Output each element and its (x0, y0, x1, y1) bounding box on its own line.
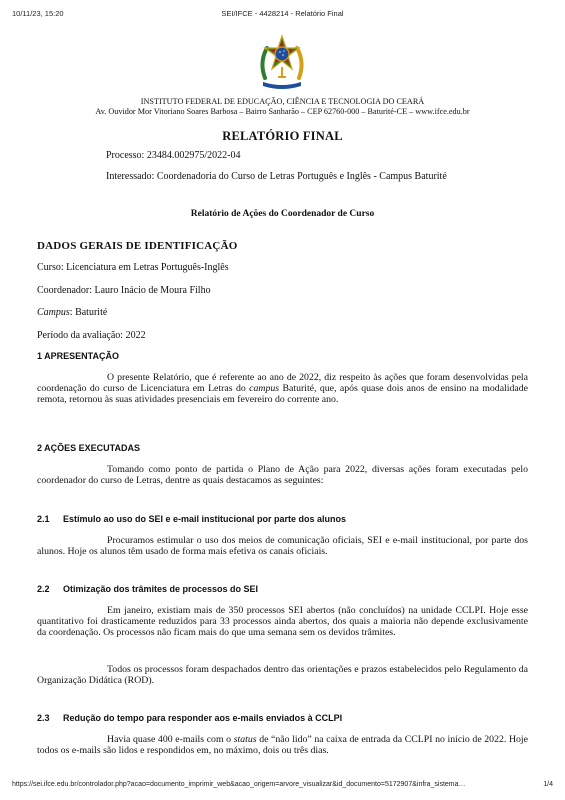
print-footer (12, 781, 553, 793)
print-page-title: SEI/IFCE - 4428214 - Relatório Final (221, 9, 344, 18)
section-2-3-text-b: de “não lido” na caixa de entrada da CCLPI no início de 2022. Hoje todos os e-mails são lidos e respondidos em, no máximo, dois ou três dias. (37, 734, 528, 756)
section-1-text-b: Baturité, que, após quase dois anos de ensino na modalidade remota, retornou às suas atividades presenciais em fevereiro do corrente ano. (37, 383, 528, 405)
campus-value: : Baturité (69, 307, 108, 318)
coordenador-line: Coordenador: Lauro Inácio de Moura Filho (37, 285, 211, 296)
section-1-emphasis: campus (249, 383, 280, 394)
section-1-heading: 1 APRESENTAÇÃO (37, 351, 120, 361)
curso-line: Curso: Licenciatura em Letras Português-Inglês (37, 262, 229, 273)
print-header (12, 9, 553, 21)
processo-line (106, 150, 240, 161)
section-2-2-paragraph-2: Todos os processos foram despachados dentro das orientações e prazos estabelecidos pelo Regulamento da Organização Didática (ROD). (37, 664, 528, 686)
section-2-2-number: 2.2 (37, 584, 50, 594)
institution-header (0, 97, 565, 117)
processo-value: 23484.002975/2022-04 (146, 150, 241, 161)
print-page-number: 1/4 (543, 781, 553, 788)
section-2-3-text-a: Havia quase 400 e-mails com o (107, 734, 234, 745)
section-2-3-title: Redução do tempo para responder aos e-mails enviados à CCLPI (63, 713, 343, 723)
interessado-line (106, 171, 447, 182)
section-2-3-emphasis: status (233, 734, 257, 745)
section-2-3-heading (37, 713, 342, 723)
identification-heading: DADOS GERAIS DE IDENTIFICAÇÃO (37, 240, 238, 252)
section-2-1-paragraph: Procuramos estimular o uso dos meios de comunicação oficiais, SEI e e-mail institucional, por parte dos alunos. Hoje os alunos têm usado de forma mais efetiva os canais oficiais. (37, 535, 528, 557)
campus-label: Campus (37, 307, 70, 318)
section-2-1-title: Estímulo ao uso do SEI e e-mail institucional por parte dos alunos (63, 514, 347, 524)
report-subtitle: Relatório de Ações do Coordenador de Curso (190, 209, 375, 219)
interessado-value: Coordenadoria do Curso de Letras Português e Inglês - Campus Baturité (156, 171, 447, 182)
periodo-line: Período da avaliação: 2022 (37, 330, 146, 341)
interessado-label: Interessado: (106, 171, 157, 182)
section-2-2-title: Otimização dos trâmites de processos do SEI (63, 584, 259, 594)
section-2-2-paragraph-1: Em janeiro, existiam mais de 350 processos SEI abertos (não concluídos) na unidade CCLPI. Hoje esse quantitativo foi drasticamente reduzidos para 33 processos ainda abertos, dos quais a maioria não depende exclusivamente da coordenação. Os processos não ficam mais do que uma semana sem os devidos trâmites. (37, 605, 528, 638)
section-2-1-heading (37, 514, 346, 524)
processo-label: Processo: (106, 150, 147, 161)
section-1-text-a: O presente Relatório, que é referente ao ano de 2022, diz respeito às ações que foram desenvolvidas pela coordenação do curso de Licenciatura em Letras do (37, 372, 528, 394)
section-2-3-paragraph (37, 734, 528, 756)
print-url: https://sei.ifce.edu.br/controlador.php?acao=documento_imprimir_web&acao_origem=arvore_visualizar&id_documento=5172907&infra_sistema… (12, 781, 466, 788)
institution-address: Av. Ouvidor Mor Vitoriano Soares Barbosa – Bairro Sanharão – CEP 62760-000 – Baturité-CE – www.ifce.edu.br (95, 107, 470, 116)
coat-of-arms-icon (257, 34, 307, 92)
document-title: RELATÓRIO FINAL (222, 129, 343, 143)
section-1-paragraph (37, 372, 528, 405)
section-2-2-heading (37, 584, 258, 594)
section-2-heading: 2 AÇÕES EXECUTADAS (37, 443, 141, 453)
section-2-paragraph: Tomando como ponto de partida o Plano de Ação para 2022, diversas ações foram executadas pelo coordenador do curso de Letras, dentre as quais destacamos as seguintes: (37, 464, 528, 486)
institution-name: INSTITUTO FEDERAL DE EDUCAÇÃO, CIÊNCIA E TECNOLOGIA DO CEARÁ (140, 97, 425, 106)
print-datetime: 10/11/23, 15:20 (12, 9, 64, 18)
section-2-3-number: 2.3 (37, 713, 50, 723)
section-2-1-number: 2.1 (37, 514, 50, 524)
campus-line (37, 307, 527, 318)
